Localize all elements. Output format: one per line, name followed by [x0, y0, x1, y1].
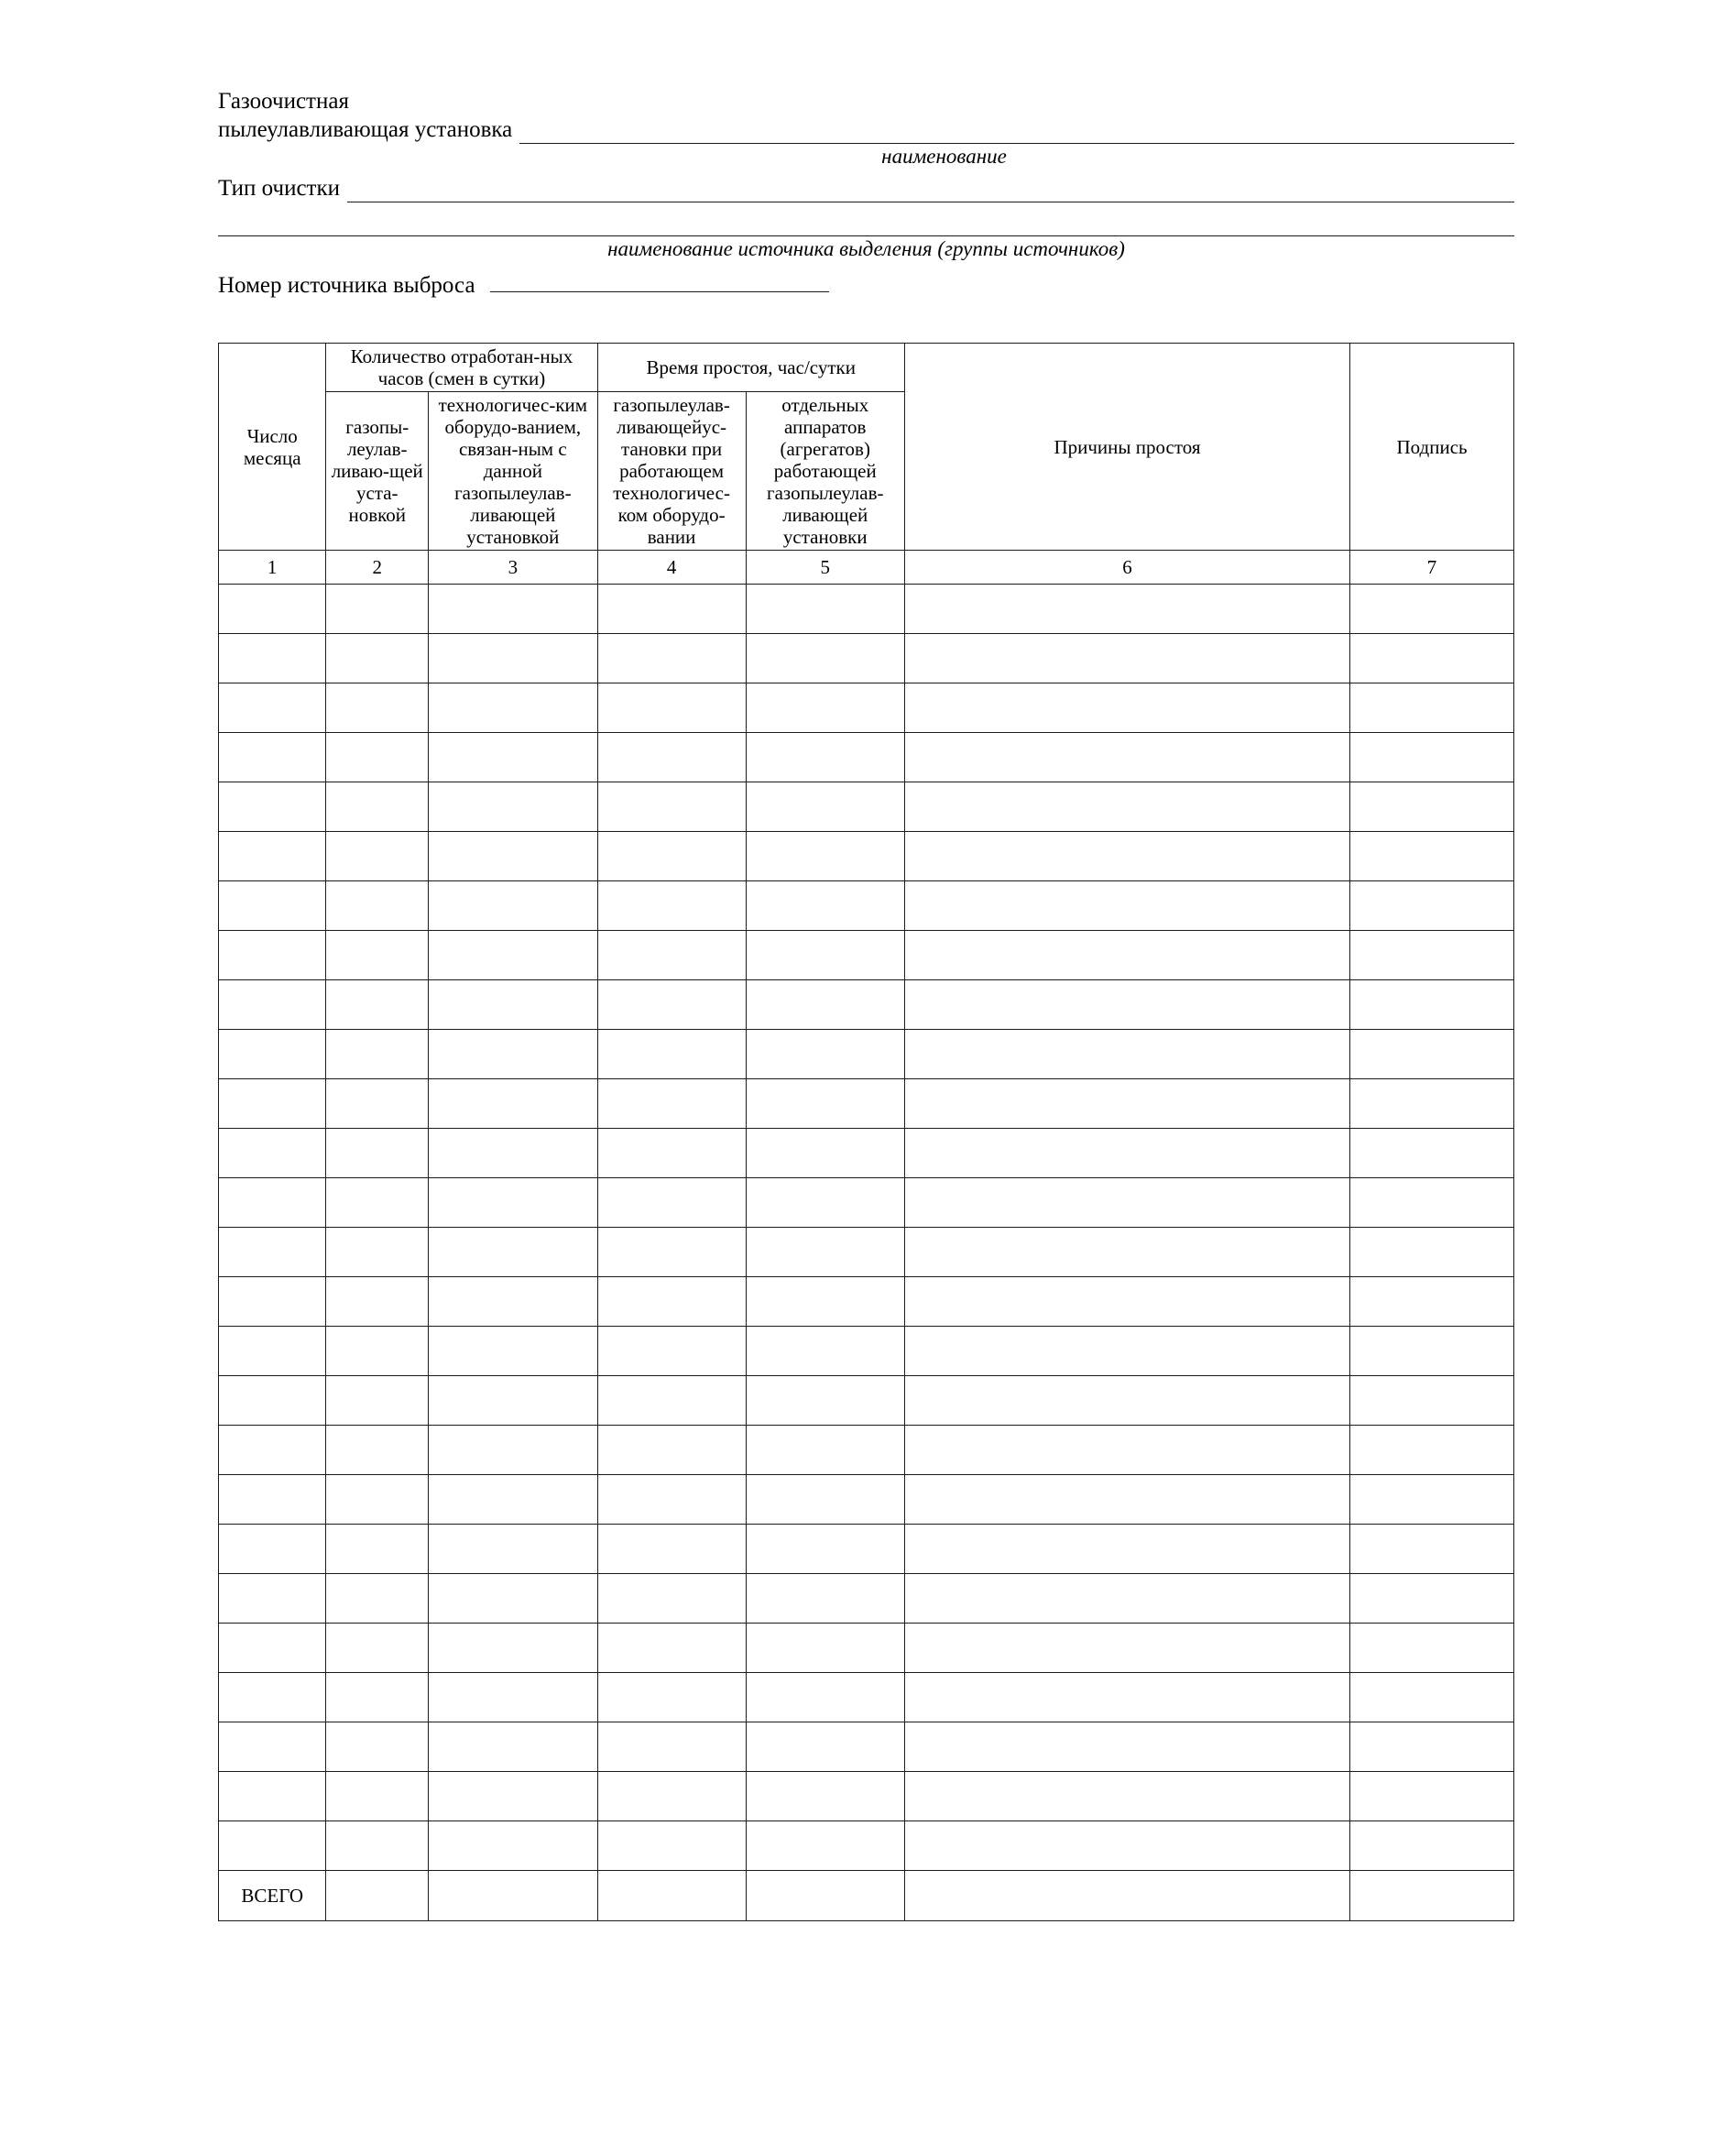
table-row — [219, 1030, 1514, 1079]
table-cell[interactable] — [904, 1821, 1349, 1871]
table-cell[interactable] — [1350, 1079, 1514, 1129]
caption-name: наименование — [881, 145, 1007, 168]
installation-title-line2: пылеулавливающая установка — [218, 117, 513, 142]
table-cell[interactable] — [1350, 931, 1514, 980]
table-cell[interactable] — [746, 980, 904, 1030]
table-cell[interactable] — [597, 980, 746, 1030]
table-cell[interactable] — [1350, 1624, 1514, 1673]
table-cell[interactable] — [429, 1277, 597, 1327]
table-row — [219, 1821, 1514, 1871]
table-row — [219, 1722, 1514, 1772]
table-cell[interactable] — [904, 1079, 1349, 1129]
th-group-downtime: Время простоя, час/сутки — [597, 344, 904, 392]
table-cell[interactable] — [597, 634, 746, 683]
installation-name-input[interactable] — [519, 119, 1514, 144]
table-cell[interactable] — [904, 931, 1349, 980]
th-group-worked-hours: Количество отработан-ных часов (смен в сутки) — [326, 344, 597, 392]
table-row — [219, 1574, 1514, 1624]
table-cell[interactable] — [597, 1475, 746, 1525]
table-cell[interactable] — [429, 1228, 597, 1277]
table-cell[interactable] — [219, 931, 326, 980]
table-cell[interactable] — [1350, 1376, 1514, 1426]
table-column-numbers-row — [219, 551, 1514, 585]
table-row — [219, 1178, 1514, 1228]
table-cell[interactable] — [904, 1030, 1349, 1079]
table-cell[interactable] — [746, 1574, 904, 1624]
table-cell[interactable] — [219, 1821, 326, 1871]
table-cell[interactable] — [326, 1376, 429, 1426]
total-cell[interactable] — [746, 1871, 904, 1921]
table-cell[interactable] — [326, 1277, 429, 1327]
table-cell[interactable] — [219, 1079, 326, 1129]
table-cell[interactable] — [597, 1772, 746, 1821]
table-cell[interactable] — [429, 1030, 597, 1079]
table-cell[interactable] — [1350, 832, 1514, 881]
table-cell[interactable] — [746, 683, 904, 733]
table-cell[interactable] — [1350, 683, 1514, 733]
th-downtime-reasons: Причины простоя — [904, 344, 1349, 551]
table-cell[interactable] — [597, 1624, 746, 1673]
table-row — [219, 733, 1514, 782]
table-cell[interactable] — [429, 1624, 597, 1673]
table-cell[interactable] — [1350, 1821, 1514, 1871]
table-row — [219, 1376, 1514, 1426]
th-signature: Подпись — [1350, 344, 1514, 551]
table-cell[interactable] — [1350, 733, 1514, 782]
table-cell[interactable] — [219, 1673, 326, 1722]
table-cell[interactable] — [429, 1475, 597, 1525]
cleaning-type-field-row — [218, 175, 1514, 202]
table-cell[interactable] — [597, 832, 746, 881]
table-cell[interactable] — [219, 634, 326, 683]
table-row — [219, 881, 1514, 931]
total-cell[interactable] — [1350, 1871, 1514, 1921]
table-cell[interactable] — [904, 1228, 1349, 1277]
table-cell[interactable] — [746, 1228, 904, 1277]
table-cell[interactable] — [597, 585, 746, 634]
table-cell[interactable] — [746, 1030, 904, 1079]
table-cell[interactable] — [326, 1475, 429, 1525]
table-cell[interactable] — [597, 1821, 746, 1871]
table-cell[interactable] — [746, 1624, 904, 1673]
table-cell[interactable] — [1350, 1475, 1514, 1525]
table-row — [219, 980, 1514, 1030]
table-cell[interactable] — [219, 980, 326, 1030]
table-cell[interactable] — [219, 1525, 326, 1574]
table-cell[interactable] — [219, 1327, 326, 1376]
table-row — [219, 1525, 1514, 1574]
form-content — [218, 87, 1514, 1921]
table-body — [219, 585, 1514, 1921]
table-cell[interactable] — [746, 1821, 904, 1871]
table-cell[interactable] — [326, 1624, 429, 1673]
table-cell[interactable] — [1350, 1574, 1514, 1624]
col-number-5: 5 — [746, 551, 904, 585]
table-cell[interactable] — [904, 1673, 1349, 1722]
table-cell[interactable] — [429, 1525, 597, 1574]
table-cell[interactable] — [429, 881, 597, 931]
table-cell[interactable] — [219, 683, 326, 733]
table-cell[interactable] — [326, 1525, 429, 1574]
table-cell[interactable] — [429, 931, 597, 980]
table-cell[interactable] — [326, 1821, 429, 1871]
table-cell[interactable] — [597, 1277, 746, 1327]
table-cell[interactable] — [326, 931, 429, 980]
table-cell[interactable] — [746, 1376, 904, 1426]
table-cell[interactable] — [219, 881, 326, 931]
th-worked-by-installation: газопы-леулав-ливаю-щей уста-новкой — [326, 392, 429, 551]
table-cell[interactable] — [746, 1673, 904, 1722]
table-cell[interactable] — [429, 1376, 597, 1426]
table-row — [219, 1475, 1514, 1525]
table-cell[interactable] — [1350, 881, 1514, 931]
table-cell[interactable] — [597, 733, 746, 782]
table-cell[interactable] — [1350, 1030, 1514, 1079]
table-cell[interactable] — [326, 1030, 429, 1079]
table-cell[interactable] — [219, 1426, 326, 1475]
table-cell[interactable] — [219, 1228, 326, 1277]
table-cell[interactable] — [904, 881, 1349, 931]
cleaning-type-input[interactable] — [347, 178, 1514, 202]
table-cell[interactable] — [429, 1673, 597, 1722]
table-cell[interactable] — [1350, 1178, 1514, 1228]
table-cell[interactable] — [597, 1079, 746, 1129]
table-row — [219, 1079, 1514, 1129]
table-cell[interactable] — [597, 1030, 746, 1079]
table-row — [219, 1426, 1514, 1475]
table-cell[interactable] — [746, 1327, 904, 1376]
table-row — [219, 832, 1514, 881]
table-cell[interactable] — [326, 832, 429, 881]
table-total-row — [219, 1871, 1514, 1921]
caption-source: наименование источника выделения (группы источников) — [607, 237, 1125, 260]
table-cell[interactable] — [1350, 634, 1514, 683]
table-cell[interactable] — [746, 1722, 904, 1772]
table-cell[interactable] — [326, 1772, 429, 1821]
table-cell[interactable] — [746, 881, 904, 931]
table-cell[interactable] — [746, 782, 904, 832]
table-row — [219, 634, 1514, 683]
table-cell[interactable] — [219, 1475, 326, 1525]
table-cell[interactable] — [326, 733, 429, 782]
table-cell[interactable] — [429, 1574, 597, 1624]
table-cell[interactable] — [326, 1129, 429, 1178]
table-cell[interactable] — [746, 1178, 904, 1228]
table-row — [219, 1673, 1514, 1722]
table-cell[interactable] — [597, 1722, 746, 1772]
table-cell[interactable] — [429, 1327, 597, 1376]
table-cell[interactable] — [1350, 1426, 1514, 1475]
table-cell[interactable] — [904, 832, 1349, 881]
table-cell[interactable] — [597, 782, 746, 832]
table-cell[interactable] — [904, 782, 1349, 832]
table-cell[interactable] — [746, 733, 904, 782]
table-cell[interactable] — [326, 782, 429, 832]
table-cell[interactable] — [904, 1129, 1349, 1178]
table-cell[interactable] — [1350, 585, 1514, 634]
table-cell[interactable] — [746, 1277, 904, 1327]
table-cell[interactable] — [429, 980, 597, 1030]
table-cell[interactable] — [904, 1327, 1349, 1376]
table-cell[interactable] — [326, 585, 429, 634]
table-cell[interactable] — [219, 733, 326, 782]
table-cell[interactable] — [326, 1722, 429, 1772]
table-cell[interactable] — [597, 683, 746, 733]
total-cell[interactable] — [597, 1871, 746, 1921]
table-cell[interactable] — [904, 1475, 1349, 1525]
table-cell[interactable] — [219, 782, 326, 832]
table-cell[interactable] — [429, 1722, 597, 1772]
table-cell[interactable] — [597, 931, 746, 980]
table-cell[interactable] — [597, 1574, 746, 1624]
table-row — [219, 931, 1514, 980]
table-cell[interactable] — [219, 1574, 326, 1624]
th-downtime-units: отдельных аппаратов (агрегатов) работающей газопылеулав-ливающей установки — [746, 392, 904, 551]
table-cell[interactable] — [429, 585, 597, 634]
table-row — [219, 1129, 1514, 1178]
source-number-field-row — [218, 268, 1514, 301]
table-cell[interactable] — [597, 1178, 746, 1228]
table-row — [219, 1772, 1514, 1821]
col-number-3: 3 — [429, 551, 597, 585]
source-number-label: Номер источника выброса — [218, 273, 475, 298]
table-cell[interactable] — [746, 1525, 904, 1574]
table-cell[interactable] — [326, 1178, 429, 1228]
table-cell[interactable] — [746, 1772, 904, 1821]
table-cell[interactable] — [429, 733, 597, 782]
table-cell[interactable] — [904, 683, 1349, 733]
table-cell[interactable] — [429, 1426, 597, 1475]
table-cell[interactable] — [1350, 1277, 1514, 1327]
table-cell[interactable] — [219, 585, 326, 634]
table-cell[interactable] — [1350, 1722, 1514, 1772]
table-cell[interactable] — [1350, 1129, 1514, 1178]
table-cell[interactable] — [429, 1129, 597, 1178]
table-cell[interactable] — [904, 634, 1349, 683]
table-cell[interactable] — [597, 1327, 746, 1376]
table-cell[interactable] — [219, 1277, 326, 1327]
table-cell[interactable] — [746, 1079, 904, 1129]
table-cell[interactable] — [597, 1228, 746, 1277]
table-cell[interactable] — [904, 585, 1349, 634]
table-row — [219, 1277, 1514, 1327]
col-number-7: 7 — [1350, 551, 1514, 585]
table-cell[interactable] — [746, 585, 904, 634]
table-cell[interactable] — [429, 683, 597, 733]
table-cell[interactable] — [904, 1178, 1349, 1228]
table-cell[interactable] — [746, 1426, 904, 1475]
downtime-journal-table — [218, 343, 1514, 1921]
table-row — [219, 1327, 1514, 1376]
total-label: ВСЕГО — [219, 1871, 326, 1921]
table-cell[interactable] — [904, 1525, 1349, 1574]
table-row — [219, 782, 1514, 832]
table-cell[interactable] — [326, 634, 429, 683]
table-cell[interactable] — [746, 634, 904, 683]
table-cell[interactable] — [746, 832, 904, 881]
table-cell[interactable] — [597, 1673, 746, 1722]
table-cell[interactable] — [219, 1129, 326, 1178]
col-number-6: 6 — [904, 551, 1349, 585]
table-cell[interactable] — [326, 1673, 429, 1722]
table-cell[interactable] — [429, 1178, 597, 1228]
table-cell[interactable] — [219, 1624, 326, 1673]
table-cell[interactable] — [1350, 1673, 1514, 1722]
table-cell[interactable] — [904, 1376, 1349, 1426]
table-cell[interactable] — [429, 832, 597, 881]
th-worked-by-process-equipment: технологичес-ким оборудо-ванием, связан-ным с данной газопылеулав-ливающей установкой — [429, 392, 597, 551]
table-cell[interactable] — [326, 1228, 429, 1277]
table-row — [219, 683, 1514, 733]
total-cell[interactable] — [326, 1871, 429, 1921]
table-cell[interactable] — [326, 683, 429, 733]
table-cell[interactable] — [219, 1772, 326, 1821]
table-cell[interactable] — [1350, 1525, 1514, 1574]
table-cell[interactable] — [904, 1624, 1349, 1673]
table-cell[interactable] — [219, 832, 326, 881]
table-cell[interactable] — [1350, 1327, 1514, 1376]
table-cell[interactable] — [326, 881, 429, 931]
installation-title-line1: Газоочистная — [218, 89, 349, 114]
table-cell[interactable] — [219, 1030, 326, 1079]
table-row — [219, 1624, 1514, 1673]
table-cell[interactable] — [326, 1426, 429, 1475]
table-cell[interactable] — [904, 1772, 1349, 1821]
cleaning-type-label: Тип очистки — [218, 176, 341, 201]
table-cell[interactable] — [904, 733, 1349, 782]
table-cell[interactable] — [1350, 1228, 1514, 1277]
table-cell[interactable] — [429, 1079, 597, 1129]
table-cell[interactable] — [904, 1574, 1349, 1624]
table-cell[interactable] — [326, 1574, 429, 1624]
col-number-4: 4 — [597, 551, 746, 585]
table-cell[interactable] — [746, 1475, 904, 1525]
col-number-1: 1 — [219, 551, 326, 585]
total-cell[interactable] — [904, 1871, 1349, 1921]
table-cell[interactable] — [429, 1821, 597, 1871]
table-cell[interactable] — [904, 1722, 1349, 1772]
table-cell[interactable] — [597, 1525, 746, 1574]
table-cell[interactable] — [597, 1129, 746, 1178]
table-cell[interactable] — [429, 782, 597, 832]
table-cell[interactable] — [219, 1376, 326, 1426]
total-cell[interactable] — [429, 1871, 597, 1921]
table-cell[interactable] — [429, 634, 597, 683]
col-number-2: 2 — [326, 551, 429, 585]
table-cell[interactable] — [1350, 1772, 1514, 1821]
table-row — [219, 585, 1514, 634]
table-cell[interactable] — [219, 1722, 326, 1772]
table-cell[interactable] — [1350, 980, 1514, 1030]
table-cell[interactable] — [326, 1079, 429, 1129]
source-name-input[interactable] — [218, 212, 1514, 236]
table-cell[interactable] — [219, 1178, 326, 1228]
table-cell[interactable] — [326, 1327, 429, 1376]
table-cell[interactable] — [597, 1426, 746, 1475]
table-cell[interactable] — [597, 881, 746, 931]
th-downtime-installation: газопылеулав-ливающейус-тановки при работающем технологичес-ком оборудо-вании — [597, 392, 746, 551]
source-number-input[interactable] — [490, 268, 829, 292]
installation-name-field-row — [218, 116, 1514, 144]
table-cell[interactable] — [1350, 782, 1514, 832]
table-cell[interactable] — [326, 980, 429, 1030]
table-cell[interactable] — [597, 1376, 746, 1426]
table-header-group-row — [219, 344, 1514, 392]
table-cell[interactable] — [429, 1772, 597, 1821]
table-cell[interactable] — [746, 931, 904, 980]
table-cell[interactable] — [904, 1426, 1349, 1475]
th-day-of-month: Число месяца — [219, 344, 326, 551]
table-cell[interactable] — [904, 1277, 1349, 1327]
table-cell[interactable] — [746, 1129, 904, 1178]
table-row — [219, 1228, 1514, 1277]
table-cell[interactable] — [904, 980, 1349, 1030]
